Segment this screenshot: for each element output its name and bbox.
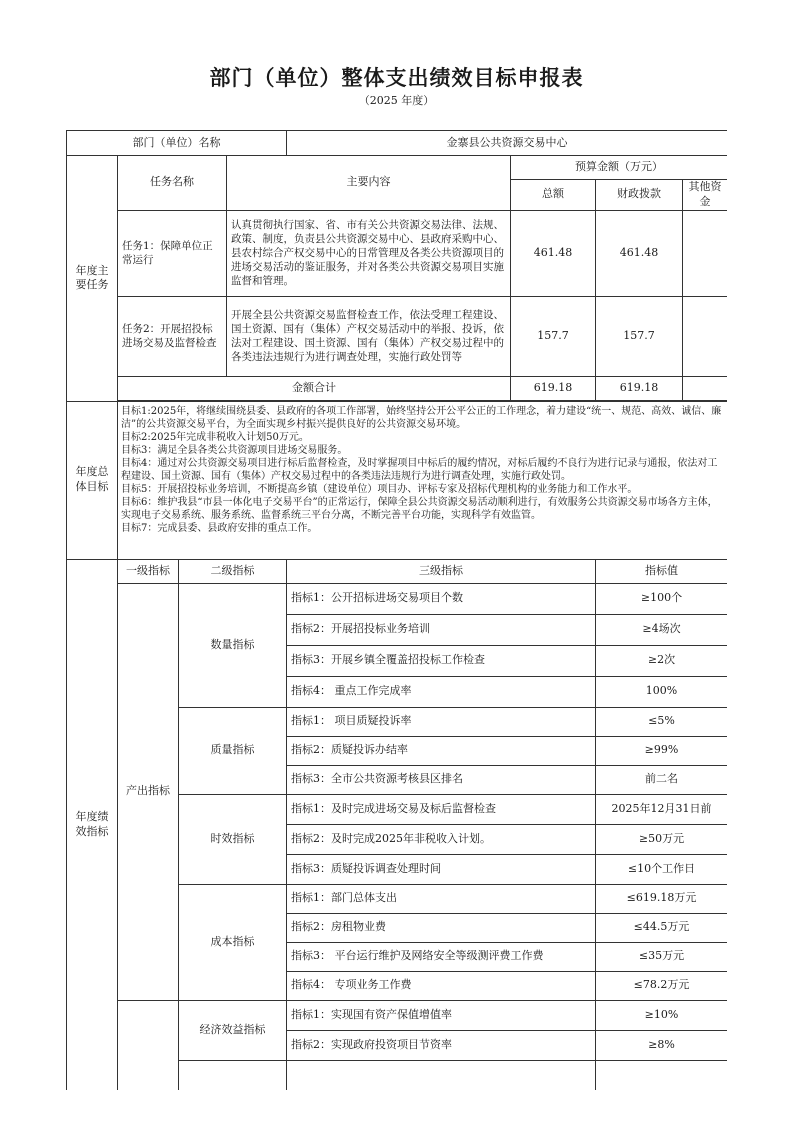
unit-label: 部门（单位）名称 (67, 131, 287, 156)
level2-timeliness: 时效指标 (179, 794, 287, 884)
sum-other (683, 376, 728, 400)
performance-table (66, 130, 727, 1090)
col-level2: 二级指标 (179, 559, 287, 583)
sum-fiscal: 619.18 (596, 376, 683, 400)
indicator-name: 指标1：部门总体支出 (287, 884, 596, 913)
indicator-value: ≥50万元 (596, 824, 728, 854)
task-row (67, 210, 728, 296)
indicator-value: ≥10% (596, 1000, 728, 1030)
indicator-name: 指标3： 平台运行维护及网络安全等级测评费工作费 (287, 942, 596, 971)
level1-output: 产出指标 (118, 583, 179, 1000)
indicator-name: 指标2：质疑投诉办结率 (287, 736, 596, 765)
task-content: 开展全县公共资源交易监督检查工作，依法受理工程建设、国土资源、国有（集体）产权交易活动中的举报、投诉，依法对工程建设、国土资源、国有（集体）产权交易过程中的各类违法违规行为进行调查处理，实施行政处罚等 (227, 296, 511, 376)
indicator-name: 指标1： 项目质疑投诉率 (287, 707, 596, 736)
level2-cost: 成本指标 (179, 884, 287, 1000)
goal-line: 目标4：通过对公共资源交易项目进行标后监督检查，及时掌握项目中标后的履约情况，对标后履约不良行为进行记录与通报，依法对工程建设、国土资源、国有（集体）产权交易过程中的各类违法违规行为进行调查处理，实施行政处罚。 (121, 457, 718, 482)
indicator-value: ≥2次 (596, 645, 728, 676)
form-title: 部门（单位）整体支出绩效目标申报表 (209, 66, 584, 90)
goals-row (67, 401, 728, 559)
goal-line: 目标5：开展招投标业务培训，不断提高乡镇（建设单位）项目办、评标专家及招标代理机构的业务能力和工作水平。 (121, 483, 638, 495)
performance-form (66, 130, 727, 1122)
indicator-name: 指标2：及时完成2025年非税收入计划。 (287, 824, 596, 854)
indicator-value: ≤10个工作日 (596, 854, 728, 884)
indicators-section-label: 年度绩效指标 (67, 559, 118, 1090)
col-content: 主要内容 (227, 156, 511, 211)
indicator-name: 指标3：质疑投诉调查处理时间 (287, 854, 596, 884)
task-fiscal: 157.7 (596, 296, 683, 376)
col-other: 其他资金 (683, 180, 728, 211)
indicator-name: 指标1：实现国有资产保值增值率 (287, 1000, 596, 1030)
indicator-name: 指标2：开展招投标业务培训 (287, 614, 596, 645)
indicator-value: ≥8% (596, 1030, 728, 1060)
indicator-name: 指标4： 重点工作完成率 (287, 676, 596, 707)
indicator-name: 指标3：开展乡镇全覆盖招投标工作检查 (287, 645, 596, 676)
goal-line: 目标7：完成县委、县政府安排的重点工作。 (121, 522, 318, 534)
indicator-name: 指标1：公开招标进场交易项目个数 (287, 583, 596, 614)
sum-total: 619.18 (511, 376, 596, 400)
goals-text (118, 401, 728, 559)
col-total: 总额 (511, 180, 596, 211)
indicator-value: 前二名 (596, 765, 728, 794)
level2-quality: 质量指标 (179, 707, 287, 794)
indicator-value: ≤619.18万元 (596, 884, 728, 913)
task-content: 认真贯彻执行国家、省、市有关公共资源交易法律、法规、政策、制度，负责县公共资源交易中心、县政府采购中心、县农村综合产权交易中心的日常管理及各类公共资源项目的进场交易活动的鉴证服务，并对各类公共资源交易项目实施监督和管理。 (227, 210, 511, 296)
unit-row (67, 131, 728, 156)
task-total: 157.7 (511, 296, 596, 376)
form-year: （2025 年度） (358, 94, 435, 107)
indicator-value: ≥4场次 (596, 614, 728, 645)
col-level1: 一级指标 (118, 559, 179, 583)
goal-line: 目标2:2025年完成非税收入计划50万元。 (121, 431, 309, 443)
col-level3: 三级指标 (287, 559, 596, 583)
task-other (683, 210, 728, 296)
indicator-row (67, 583, 728, 614)
task-fiscal: 461.48 (596, 210, 683, 296)
goal-line: 目标6：维护我县“市县一体化电子交易平台”的正常运行，保障全县公共资源交易活动顺利进行，有效服务公共资源交易市场各方主体，实现电子交易系统、服务系统、监督系统三平台分离，不断完善平台功能，实现科学有效监管。 (121, 496, 718, 521)
indicator-name: 指标2：房租物业费 (287, 913, 596, 942)
level1-benefit (118, 1000, 179, 1090)
goal-line: 目标3：满足全县各类公共资源项目进场交易服务。 (121, 444, 348, 456)
indicator-value: ≤78.2万元 (596, 971, 728, 1000)
tasks-section-label: 年度主要任务 (67, 156, 118, 402)
col-task-name: 任务名称 (118, 156, 227, 211)
indicator-value: ≤35万元 (596, 942, 728, 971)
col-budget: 预算金额（万元） (511, 156, 728, 180)
goal-line: 目标1:2025年，将继续围绕县委、县政府的各项工作部署，始终坚持公开公平公正的工作理念，着力建设“统一、规范、高效、诚信、廉洁”的公共资源交易平台，为全面实现乡村振兴提供良好的公共资源交易环境。 (121, 405, 722, 430)
task-total: 461.48 (511, 210, 596, 296)
task-other (683, 296, 728, 376)
indicator-value: ≤44.5万元 (596, 913, 728, 942)
level2-economic: 经济效益指标 (179, 1000, 287, 1060)
indicator-value: 100% (596, 676, 728, 707)
indicator-name: 指标1：及时完成进场交易及标后监督检查 (287, 794, 596, 824)
goals-section-label: 年度总体目标 (67, 401, 118, 559)
task-name: 任务2：开展招投标进场交易及监督检查 (118, 296, 227, 376)
indicator-name: 指标3：全市公共资源考核县区排名 (287, 765, 596, 794)
col-fiscal: 财政拨款 (596, 180, 683, 211)
indicator-value: ≥99% (596, 736, 728, 765)
col-value: 指标值 (596, 559, 728, 583)
indicators-header-row (67, 559, 728, 583)
sum-row (67, 376, 728, 400)
indicator-name: 指标4： 专项业务工作费 (287, 971, 596, 1000)
task-row (67, 296, 728, 376)
indicator-row (67, 1000, 728, 1030)
task-name: 任务1：保障单位正常运行 (118, 210, 227, 296)
level2-quantity: 数量指标 (179, 583, 287, 707)
indicator-value: ≥100个 (596, 583, 728, 614)
indicator-value: ≤5% (596, 707, 728, 736)
unit-name: 金寨县公共资源交易中心 (287, 131, 728, 156)
tasks-header-row (67, 156, 728, 180)
indicator-name: 指标2：实现政府投资项目节资率 (287, 1030, 596, 1060)
sum-label: 金额合计 (118, 376, 511, 400)
indicator-value: 2025年12月31日前 (596, 794, 728, 824)
